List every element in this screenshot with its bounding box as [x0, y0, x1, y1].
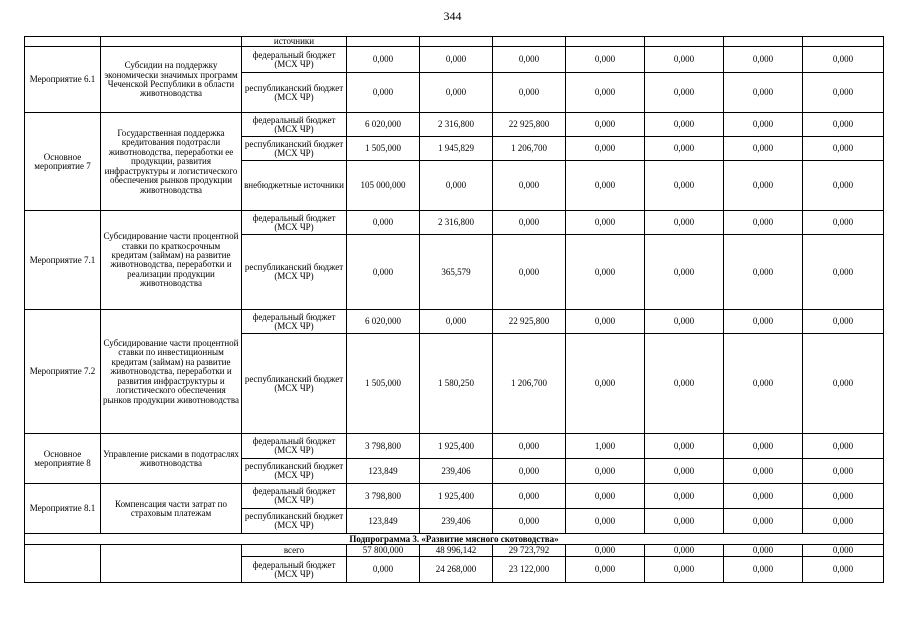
value-cell: 0,000: [493, 73, 566, 113]
table-row: [25, 484, 884, 509]
value-cell: 0,000: [803, 137, 884, 161]
table-row-continued: [25, 37, 884, 47]
value-cell: 24 268,000: [420, 557, 493, 583]
source-cell: федеральный бюджет (МСХ ЧР): [242, 113, 347, 137]
value-cell-empty: [493, 37, 566, 47]
value-cell: 0,000: [566, 161, 645, 211]
value-cell: 123,849: [347, 459, 420, 484]
value-cell: 0,000: [645, 334, 724, 434]
value-cell: 48 996,142: [420, 545, 493, 557]
value-cell-empty: [724, 37, 803, 47]
value-cell: 365,579: [420, 235, 493, 310]
value-cell: 0,000: [420, 47, 493, 73]
value-cell: 0,000: [347, 557, 420, 583]
value-cell: 0,000: [645, 557, 724, 583]
value-cell: 105 000,000: [347, 161, 420, 211]
value-cell: 22 925,800: [493, 113, 566, 137]
value-cell-empty: [420, 37, 493, 47]
value-cell: 0,000: [724, 545, 803, 557]
description-cell: Субсидирование части процентной ставки по инвестиционным кредитам (займам) на развитие животноводства, переработки и развития инфраструктуры и логистического обеспечения рынков продукции животноводства: [101, 310, 242, 434]
value-cell: 0,000: [347, 211, 420, 235]
description-cell: Субсидии на поддержку экономически значимых программ Чеченской Республики в области животноводства: [101, 47, 242, 113]
value-cell: 0,000: [724, 113, 803, 137]
table-row: [25, 113, 884, 137]
value-cell: 0,000: [803, 73, 884, 113]
value-cell: 0,000: [493, 484, 566, 509]
value-cell: 0,000: [645, 459, 724, 484]
value-cell: 0,000: [724, 211, 803, 235]
value-cell: 0,000: [645, 545, 724, 557]
event-cell: Мероприятие 6.1: [25, 47, 101, 113]
source-cell: источники: [242, 37, 347, 47]
value-cell: 0,000: [420, 310, 493, 334]
value-cell: 0,000: [347, 235, 420, 310]
value-cell: 23 122,000: [493, 557, 566, 583]
value-cell: 0,000: [566, 310, 645, 334]
value-cell: 0,000: [645, 161, 724, 211]
value-cell: 0,000: [645, 211, 724, 235]
source-cell: федеральный бюджет (МСХ ЧР): [242, 47, 347, 73]
value-cell: 0,000: [493, 434, 566, 459]
value-cell: 1 206,700: [493, 137, 566, 161]
event-cell-empty: [25, 37, 101, 47]
value-cell: 0,000: [803, 334, 884, 434]
value-cell: 29 723,792: [493, 545, 566, 557]
source-cell: федеральный бюджет (МСХ ЧР): [242, 434, 347, 459]
value-cell: 0,000: [724, 235, 803, 310]
source-cell: республиканский бюджет (МСХ ЧР): [242, 334, 347, 434]
value-cell: 1 505,000: [347, 334, 420, 434]
event-cell: Мероприятие 8.1: [25, 484, 101, 534]
value-cell: 0,000: [724, 484, 803, 509]
description-cell: Государственная поддержка кредитования подотрасли животноводства, переработки ее продукции, развития инфраструктуры и логистического обеспечения рынков продукции животноводства: [101, 113, 242, 211]
value-cell: 1 580,250: [420, 334, 493, 434]
value-cell: 0,000: [347, 47, 420, 73]
source-cell: внебюджетные источники: [242, 161, 347, 211]
source-cell: республиканский бюджет (МСХ ЧР): [242, 509, 347, 534]
source-cell: республиканский бюджет (МСХ ЧР): [242, 235, 347, 310]
source-cell: всего: [242, 545, 347, 557]
table-row: [25, 211, 884, 235]
value-cell: 0,000: [645, 113, 724, 137]
value-cell: 2 316,800: [420, 211, 493, 235]
source-cell: республиканский бюджет (МСХ ЧР): [242, 137, 347, 161]
value-cell: 0,000: [803, 484, 884, 509]
description-cell-empty: [101, 37, 242, 47]
value-cell: 1 505,000: [347, 137, 420, 161]
value-cell-empty: [645, 37, 724, 47]
value-cell: 0,000: [803, 47, 884, 73]
source-cell: республиканский бюджет (МСХ ЧР): [242, 459, 347, 484]
value-cell: 0,000: [803, 310, 884, 334]
value-cell: 2 316,800: [420, 113, 493, 137]
event-cell: Основное мероприятие 7: [25, 113, 101, 211]
value-cell: 0,000: [493, 235, 566, 310]
value-cell-empty: [347, 37, 420, 47]
event-cell: Мероприятие 7.2: [25, 310, 101, 434]
section-title-row: [25, 534, 884, 545]
value-cell: 0,000: [566, 73, 645, 113]
value-cell: 0,000: [493, 161, 566, 211]
event-cell: Основное мероприятие 8: [25, 434, 101, 484]
value-cell: 0,000: [803, 434, 884, 459]
event-cell-empty: [25, 545, 101, 583]
value-cell: 22 925,800: [493, 310, 566, 334]
value-cell: 1 945,829: [420, 137, 493, 161]
value-cell: 0,000: [420, 73, 493, 113]
value-cell: 0,000: [645, 47, 724, 73]
table-row: [25, 47, 884, 73]
value-cell: 0,000: [566, 484, 645, 509]
value-cell: 0,000: [566, 459, 645, 484]
value-cell: 0,000: [803, 161, 884, 211]
value-cell: 6 020,000: [347, 310, 420, 334]
value-cell: 0,000: [566, 509, 645, 534]
value-cell: 0,000: [803, 545, 884, 557]
value-cell: 0,000: [566, 557, 645, 583]
value-cell: 0,000: [566, 334, 645, 434]
value-cell: 0,000: [493, 211, 566, 235]
value-cell: 0,000: [724, 137, 803, 161]
value-cell: 0,000: [566, 137, 645, 161]
value-cell: 0,000: [645, 484, 724, 509]
value-cell: 0,000: [420, 161, 493, 211]
budget-table: [24, 36, 884, 583]
value-cell: 1 206,700: [493, 334, 566, 434]
value-cell: 0,000: [645, 310, 724, 334]
value-cell: 0,000: [803, 509, 884, 534]
source-cell: республиканский бюджет (МСХ ЧР): [242, 73, 347, 113]
event-cell: Мероприятие 7.1: [25, 211, 101, 310]
value-cell-empty: [803, 37, 884, 47]
description-cell: Компенсация части затрат по страховым платежам: [101, 484, 242, 534]
page-number: 344: [443, 9, 462, 23]
value-cell: 1,000: [566, 434, 645, 459]
value-cell: 3 798,800: [347, 434, 420, 459]
value-cell: 1 925,400: [420, 434, 493, 459]
table-row: [25, 310, 884, 334]
value-cell: 0,000: [493, 509, 566, 534]
value-cell: 0,000: [803, 211, 884, 235]
value-cell: 0,000: [566, 545, 645, 557]
value-cell: 0,000: [645, 434, 724, 459]
source-cell: федеральный бюджет (МСХ ЧР): [242, 211, 347, 235]
value-cell: 0,000: [724, 434, 803, 459]
value-cell: 0,000: [566, 211, 645, 235]
value-cell: 0,000: [493, 47, 566, 73]
value-cell: 0,000: [493, 459, 566, 484]
value-cell: 0,000: [566, 235, 645, 310]
value-cell: 3 798,800: [347, 484, 420, 509]
value-cell: 0,000: [566, 113, 645, 137]
source-cell: федеральный бюджет (МСХ ЧР): [242, 557, 347, 583]
source-cell: федеральный бюджет (МСХ ЧР): [242, 310, 347, 334]
value-cell: 0,000: [724, 47, 803, 73]
table-row: [25, 434, 884, 459]
description-cell-empty: [101, 545, 242, 583]
value-cell: 0,000: [803, 557, 884, 583]
value-cell: 0,000: [645, 509, 724, 534]
value-cell: 239,406: [420, 509, 493, 534]
description-cell: Субсидирование части процентной ставки по краткосрочным кредитам (займам) на развитие животноводства, переработки и реализации продукции животноводства: [101, 211, 242, 310]
section-title: Подпрограмма 3. «Развитие мясного скотоводства»: [25, 534, 884, 545]
value-cell: 123,849: [347, 509, 420, 534]
value-cell: 0,000: [803, 113, 884, 137]
value-cell: 0,000: [724, 161, 803, 211]
value-cell: 0,000: [724, 459, 803, 484]
description-cell: Управление рисками в подотраслях животноводства: [101, 434, 242, 484]
value-cell: 0,000: [724, 334, 803, 434]
table-row: [25, 545, 884, 557]
value-cell: 0,000: [645, 235, 724, 310]
value-cell: 0,000: [724, 73, 803, 113]
value-cell: 0,000: [724, 310, 803, 334]
value-cell: 0,000: [803, 459, 884, 484]
value-cell: 239,406: [420, 459, 493, 484]
value-cell: 0,000: [645, 137, 724, 161]
value-cell: 57 800,000: [347, 545, 420, 557]
value-cell: 0,000: [724, 557, 803, 583]
value-cell: 6 020,000: [347, 113, 420, 137]
value-cell: 0,000: [347, 73, 420, 113]
value-cell: 1 925,400: [420, 484, 493, 509]
value-cell: 0,000: [645, 73, 724, 113]
value-cell: 0,000: [724, 509, 803, 534]
value-cell-empty: [566, 37, 645, 47]
source-cell: федеральный бюджет (МСХ ЧР): [242, 484, 347, 509]
value-cell: 0,000: [803, 235, 884, 310]
value-cell: 0,000: [566, 47, 645, 73]
